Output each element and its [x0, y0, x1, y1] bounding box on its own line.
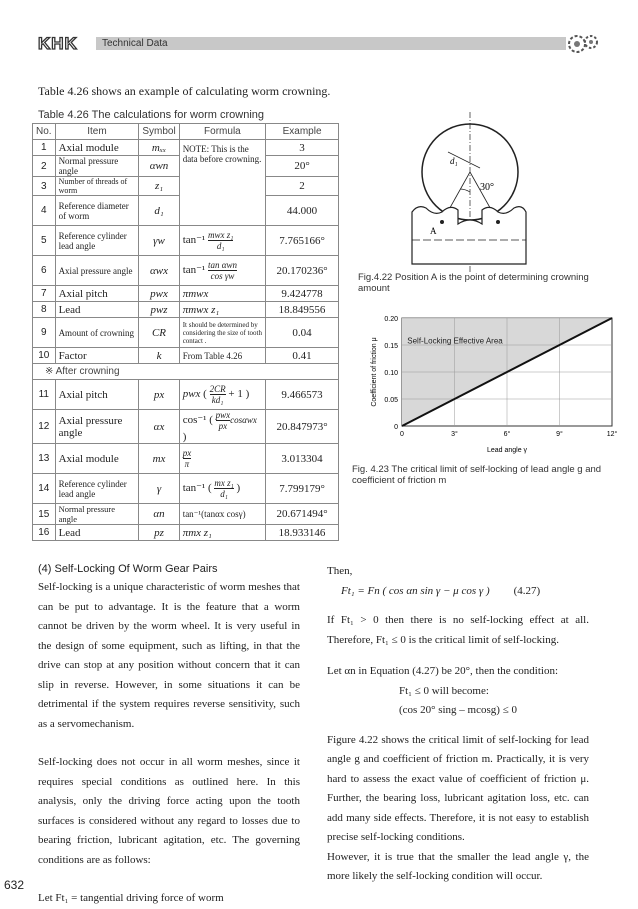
- table-row: 5 Reference cylinder lead angle γw tan⁻¹ $\frac{\text{mwx z₁}}{\text{d₁}}$ 7.765166°: [33, 226, 339, 256]
- x-tick-label: 3°: [451, 431, 458, 438]
- y-tick-label: 0.20: [384, 316, 398, 323]
- crowning-table: [32, 123, 339, 541]
- point-a-right: [496, 220, 500, 224]
- col-header: Example: [266, 124, 339, 140]
- paragraph: Let Ft₁ = tangential driving force of worm: [38, 892, 224, 904]
- y-tick-label: 0.10: [384, 370, 398, 377]
- gear-icon: [565, 30, 601, 58]
- col-header: Symbol: [139, 124, 179, 140]
- left-column: [38, 578, 300, 909]
- table-row: 16 Lead pz πmx z₁ 18.933146: [33, 525, 339, 541]
- page-number: 632: [4, 878, 25, 892]
- after-crowning-row: ※ After crowning: [33, 364, 339, 380]
- condition: (cos 20° sing – mcosg) ≤ 0: [399, 704, 517, 716]
- table-row: 4 Reference diameter of worm d₁ 44.000: [33, 196, 339, 226]
- table-row: 13 Axial module mx $\frac{px}{\pi}$ 3.013304: [33, 444, 339, 474]
- col-header: Item: [55, 124, 139, 140]
- table-row: 14 Reference cylinder lead angle γ tan⁻¹ ( $\frac{\text{mx z₁}}{\text{d₁}}$ ) 7.799179°: [33, 474, 339, 504]
- x-tick-label: 0: [400, 431, 404, 438]
- paragraph: Then,: [327, 565, 353, 577]
- area-annotation: Self-Locking Effective Area: [407, 336, 503, 346]
- table-row: 3 Number of threads of worm z₁ 2: [33, 177, 339, 196]
- table-row: 2 Normal pressure angle αwn 20°: [33, 156, 339, 177]
- worm-wheel-diagram: [408, 112, 528, 272]
- intro-text: Table 4.26 shows an example of calculating worm crowning.: [38, 84, 331, 98]
- point-a-label: A: [430, 226, 437, 236]
- fraction: $\frac{\text{pwx}}{px}$: [215, 410, 231, 431]
- paragraph: Let αn in Equation (4.27) be 20°, then the condition:: [327, 665, 559, 677]
- table-row: 6 Axial pressure angle αwx tan⁻¹ $\frac{\text{tan αwn}}{\text{cos γw}}$ 20.170236°: [33, 256, 339, 286]
- table-row: 7 Axial pitch pwx πmwx 9.424778: [33, 286, 339, 302]
- fig422-caption: Fig.4.22 Position A is the point of determining crowning amount: [358, 272, 589, 294]
- col-header: No.: [33, 124, 56, 140]
- header-title: Technical Data: [102, 38, 168, 49]
- equation: Ft₁ = Fn ( cos αn sin γ − μ cos γ ) (4.27): [341, 584, 541, 597]
- section-title: (4) Self-Locking Of Worm Gear Pairs: [38, 563, 218, 575]
- table-row: 1 Axial module mₓₓ NOTE: This is the data before crowning. 3: [33, 140, 339, 156]
- plot-area: [371, 316, 617, 454]
- self-locking-chart: [360, 310, 620, 460]
- fraction: $\frac{\text{mx z₁}}{\text{d₁}}$: [214, 478, 234, 499]
- col-header: Formula: [179, 124, 265, 140]
- table-header-row: [33, 124, 339, 140]
- y-tick-label: 0: [394, 424, 398, 431]
- paragraph: If Ft₁ > 0 then there is no self-locking effect at all. Therefore, Ft₁ ≤ 0 is the critical limit of self-locking.: [327, 614, 589, 646]
- right-column: [327, 562, 589, 887]
- table-row: 12 Axial pressure angle αx cos⁻¹ ( $\frac{\text{pwx}}{px}$ cosαwx ) 20.847973°: [33, 410, 339, 444]
- x-tick-label: 12°: [606, 431, 618, 438]
- y-tick-label: 0.05: [384, 397, 398, 404]
- fraction: $\frac{2CR}{\text{kd₁}}$: [209, 384, 226, 405]
- paragraph: Self-locking is a unique characteristic of worm meshes that can be put to advantage. It is the feature that a worm cannot be driven by the worm wheel. It is very useful in the design of some equipment, such as lifting, in that the drive can stop at any position without concern that it can slip in reverse. However, in some situations it can be detrimental if the system requires reverse sensitivity, such as a servomechanism.: [38, 581, 300, 730]
- fraction: $\frac{\text{tan αwn}}{\text{cos γw}}$: [207, 260, 237, 281]
- x-tick-label: 6°: [503, 431, 511, 438]
- table-caption: Table 4.26 The calculations for worm crowning: [38, 109, 265, 121]
- table-row: 15 Normal pressure angle αn tan⁻¹(tanαx cosγ) 20.671494°: [33, 504, 339, 525]
- paragraph: Self-locking does not occur in all worm meshes, since it requires special conditions as outlined here. In this analysis, only the driving force acting upon the tooth surfaces is considered without any regard to losses due to bearing friction, lubricant agitation, etc. The governing conditions are as follows:: [38, 756, 300, 866]
- table-row: 11 Axial pitch px pwx ( $\frac{2CR}{\text{kd₁}}$ + 1 ) 9.466573: [33, 380, 339, 410]
- y-axis-label: Coefficient of friction μ: [371, 337, 378, 407]
- x-axis-label: Lead angle γ: [486, 447, 528, 454]
- table-row: 10 Factor k From Table 4.26 0.41: [33, 348, 339, 364]
- fraction: $\frac{px}{\pi}$: [182, 448, 192, 469]
- diameter-label: d₁: [450, 156, 458, 166]
- paragraph: However, it is true that the smaller the lead angle γ, the more likely the self-locking condition will occur.: [327, 850, 589, 882]
- condition: Ft₁ ≤ 0 will become:: [399, 684, 489, 697]
- fig423-caption: Fig. 4.23 The critical limit of self-locking of lead angle g and coefficient of friction m: [352, 464, 602, 486]
- given-note: NOTE: This is the data before crowning.: [179, 140, 265, 226]
- brand-logo: KHK: [38, 34, 78, 53]
- x-tick-label: 9°: [556, 431, 563, 438]
- angle-label: 30°: [480, 182, 494, 193]
- y-tick-label: 0.15: [384, 343, 398, 350]
- point-a: [440, 220, 444, 224]
- angle-arc: [460, 189, 470, 192]
- table-row: 9 Amount of crowning CR It should be determined by considering the size of tooth contact . 0.04: [33, 318, 339, 348]
- table-row: 8 Lead pwz πmwx z₁ 18.849556: [33, 302, 339, 318]
- paragraph: Figure 4.22 shows the critical limit of self-locking for lead angle g and coefficient of friction m. Practically, it is very hard to assess the exact value of coefficient of friction μ. Further, the bearing loss, lubricant agitation loss, etc. can add many side effects. Therefore, it is not easy to establish precise self-locking conditions.: [327, 733, 589, 843]
- fraction: $\frac{\text{mwx z₁}}{\text{d₁}}$: [207, 230, 234, 251]
